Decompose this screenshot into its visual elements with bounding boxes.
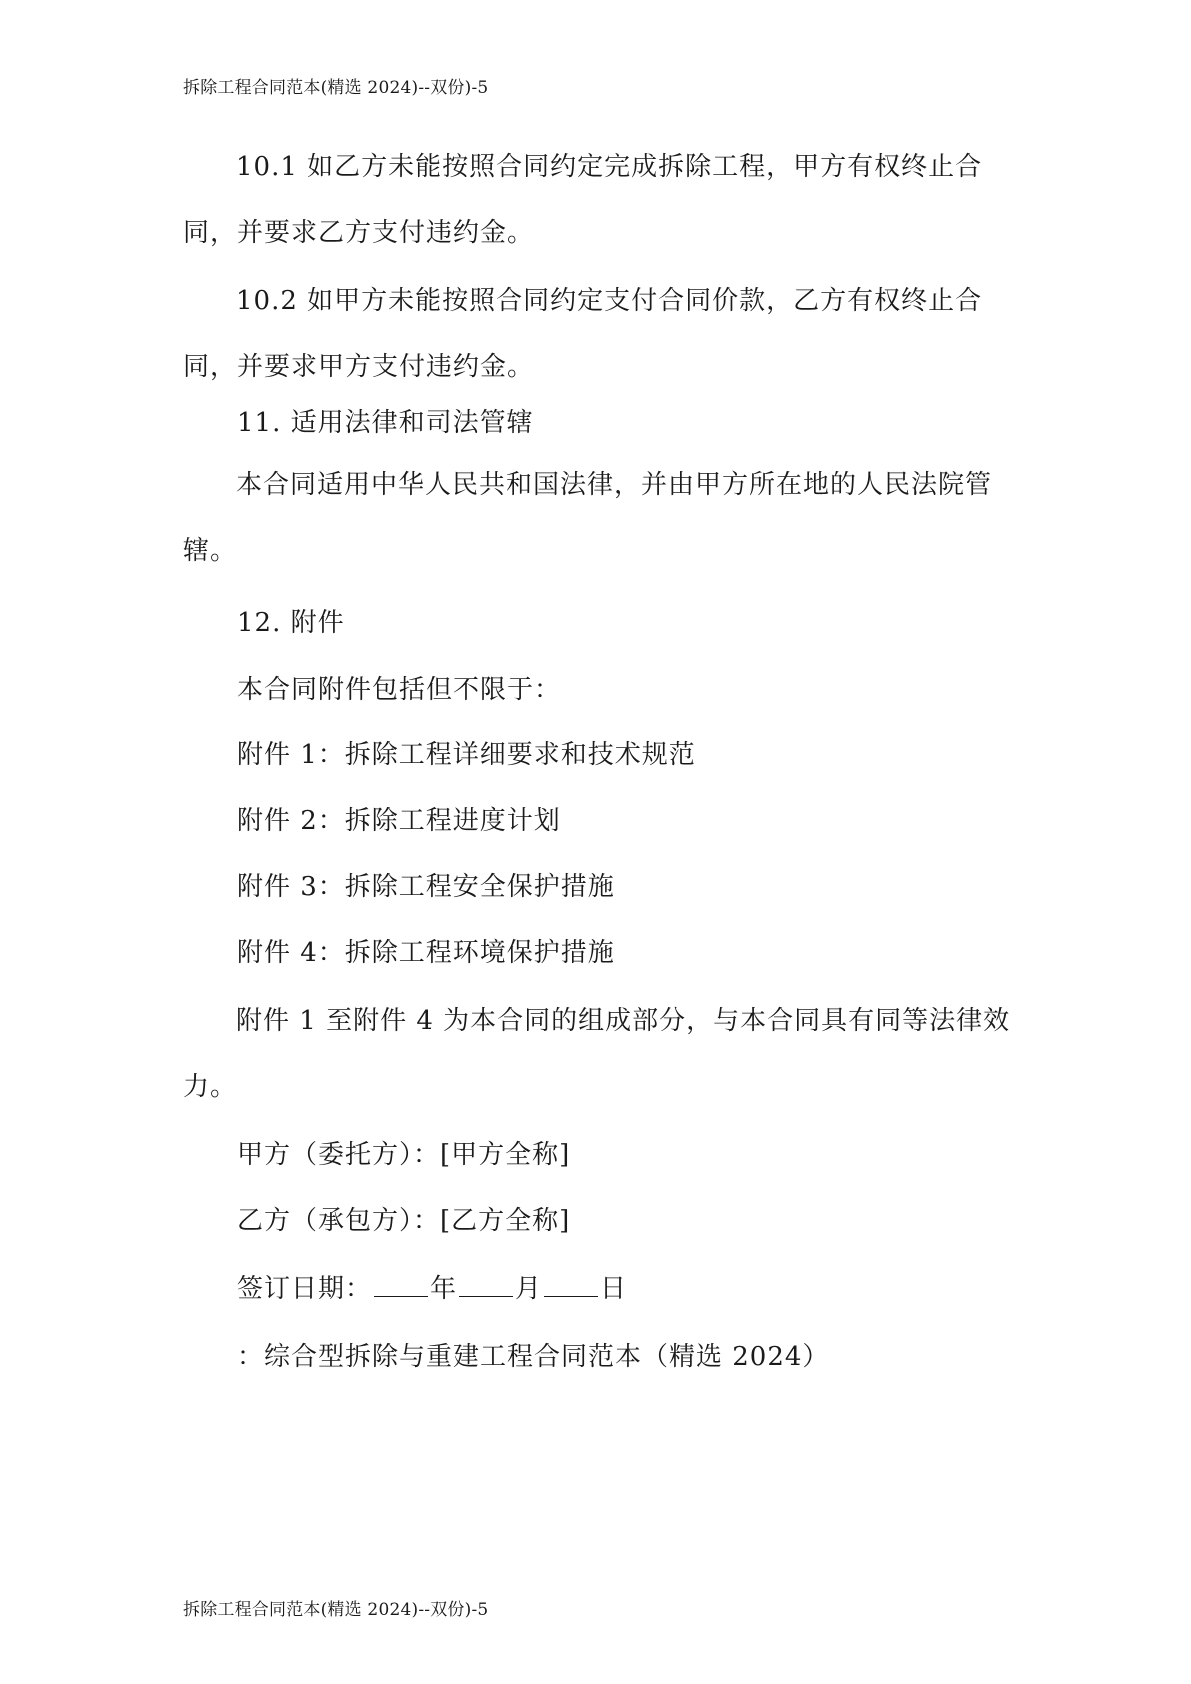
attachment-2: 附件 2：拆除工程进度计划 (237, 806, 561, 836)
attachment-3: 附件 3：拆除工程安全保护措施 (237, 872, 615, 902)
attachments-note: 附件 1 至附件 4 为本合同的组成部分，与本合同具有同等法律效力。 (183, 1006, 1011, 1102)
section-12-intro: 本合同附件包括但不限于： (237, 675, 562, 705)
next-document-title: ：综合型拆除与重建工程合同范本（精选 2024） (237, 1342, 830, 1372)
month-blank (459, 1274, 513, 1297)
section-11-heading: 11. 适用法律和司法管辖 (237, 408, 534, 438)
signing-date-label: 签订日期： (237, 1274, 373, 1304)
day-label: 日 (600, 1274, 628, 1304)
month-label: 月 (515, 1274, 543, 1304)
year-blank (374, 1274, 428, 1297)
page-footer: 拆除工程合同范本(精选 2024)--双份)-5 (183, 1600, 489, 1620)
year-label: 年 (430, 1274, 458, 1304)
page-header: 拆除工程合同范本(精选 2024)--双份)-5 (183, 78, 489, 98)
clause-10-2: 10.2 如甲方未能按照合同约定支付合同价款，乙方有权终止合同，并要求甲方支付违约金。 (183, 286, 983, 382)
party-b-line: 乙方（承包方）：[乙方全称] (237, 1206, 571, 1236)
day-blank (544, 1274, 598, 1297)
attachment-4: 附件 4：拆除工程环境保护措施 (237, 938, 615, 968)
section-12-heading: 12. 附件 (237, 608, 345, 638)
attachment-1: 附件 1：拆除工程详细要求和技术规范 (237, 740, 696, 770)
section-11-text: 本合同适用中华人民共和国法律，并由甲方所在地的人民法院管辖。 (183, 470, 993, 566)
clause-10-1: 10.1 如乙方未能按照合同约定完成拆除工程，甲方有权终止合同，并要求乙方支付违约金。 (183, 152, 983, 248)
signing-date-line (237, 1272, 627, 1306)
party-a-line: 甲方（委托方）：[甲方全称] (237, 1140, 571, 1170)
